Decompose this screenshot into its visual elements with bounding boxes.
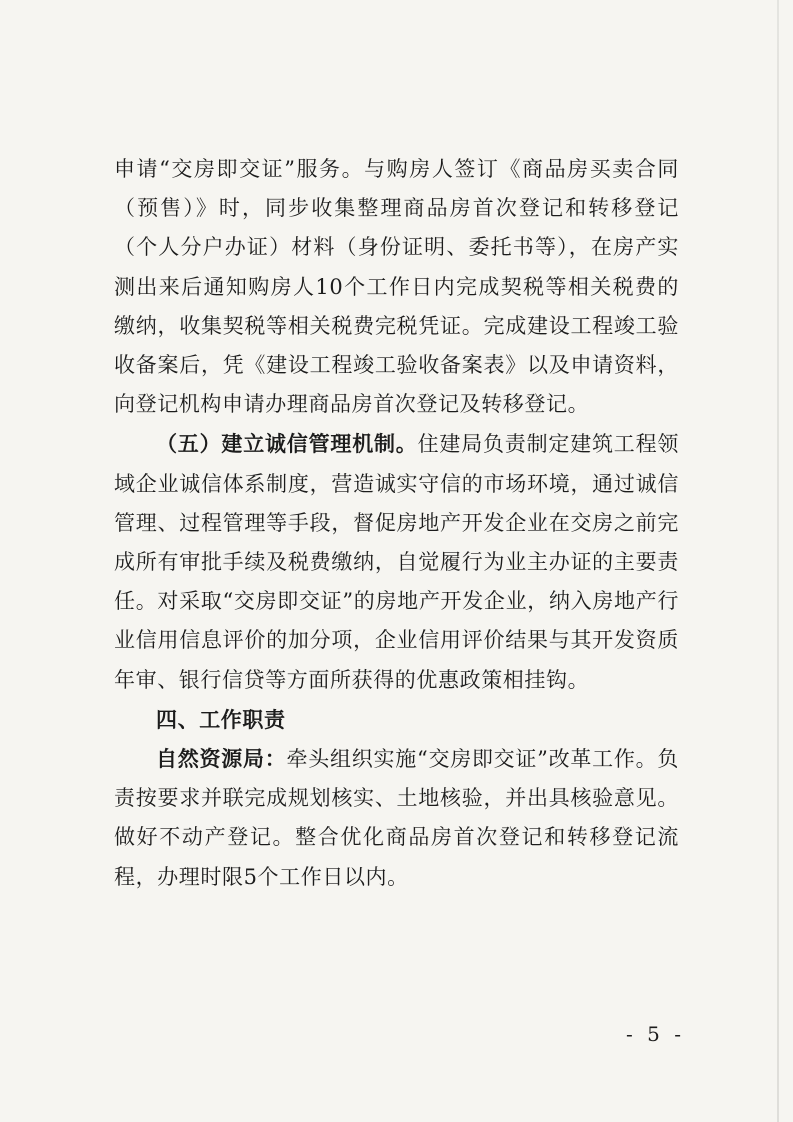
body-text: [114, 150, 679, 897]
paragraph-section-5: [114, 424, 679, 699]
paragraph-natural-resources: [114, 739, 679, 897]
scan-edge: [777, 0, 779, 1122]
section-4-heading: 四、工作职责: [156, 706, 286, 732]
natural-resources-label: 自然资源局：: [156, 746, 287, 772]
page-number: - 5 -: [626, 1022, 685, 1046]
paragraph-continuation: 申请“交房即交证”服务。与购房人签订《商品房买卖合同（预售）》时，同步收集整理商品房首次登记和转移登记（个人分户办证）材料（身份证明、委托书等），在房产实测出来后通知购房人10个工作日内完成契税等相关税费的缴纳，收集契税等相关税费完税凭证。完成建设工程竣工验收备案后，凭《建设工程竣工验收备案表》以及申请资料，向登记机构申请办理商品房首次登记及转移登记。: [114, 157, 679, 417]
section-5-body: 住建局负责制定建筑工程领域企业诚信体系制度，营造诚实守信的市场环境，通过诚信管理、过程管理等手段，督促房地产开发企业在交房之前完成所有审批手续及税费缴纳，自觉履行为业主办证的主要责任。对采取“交房即交证”的房地产开发企业，纳入房地产行业信用信息评价的加分项，企业信用评价结果与其开发资质年审、银行信贷等方面所获得的优惠政策相挂钩。: [114, 432, 680, 692]
section-5-title: （五）建立诚信管理机制。: [156, 431, 418, 457]
natural-resources-body: 牵头组织实施“交房即交证”改革工作。负责按要求并联完成规划核实、土地核验，并出具核验意见。做好不动产登记。整合优化商品房首次登记和转移登记流程，办理时限5个工作日以内。: [114, 747, 679, 889]
